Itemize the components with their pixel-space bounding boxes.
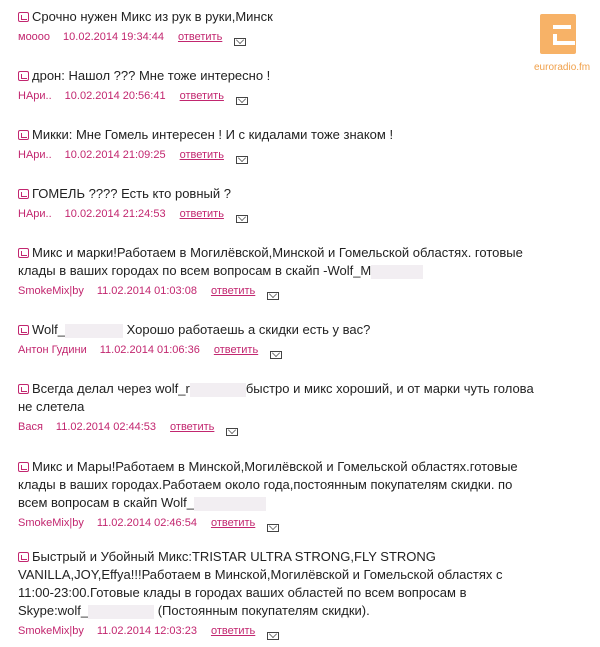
envelope-icon[interactable] <box>234 38 246 46</box>
redacted-block <box>88 605 154 619</box>
comment <box>18 458 538 530</box>
quote-icon <box>18 462 29 472</box>
reply-link[interactable]: ответить <box>179 149 224 161</box>
comment-text-continued: быстро и микс хороший, и от марки чуть голова не слетела <box>18 381 534 414</box>
comment <box>18 67 538 103</box>
comment <box>18 244 538 298</box>
comment-author[interactable]: Антон Гудини <box>18 344 87 356</box>
comment <box>18 185 538 221</box>
comment-date: 11.02.2014 12:03:23 <box>96 625 197 637</box>
comment-text: ГОМЕЛЬ ???? Есть кто ровный ? <box>32 186 231 201</box>
envelope-icon[interactable] <box>270 351 282 359</box>
comment <box>18 380 538 434</box>
reply-link[interactable]: ответить <box>179 208 224 220</box>
comment-date: 11.02.2014 01:03:08 <box>96 285 197 297</box>
quote-icon <box>18 325 29 335</box>
reply-link[interactable]: ответить <box>177 31 223 43</box>
comment-text: Микс и марки!Работаем в Могилёвской,Минской и Гомельской областях. готовые клады в ваших городах по всем вопросам в скайп -Wolf_M <box>18 245 523 278</box>
reply-link[interactable]: ответить <box>210 517 256 529</box>
comment-author[interactable]: SmokeMix|by <box>18 517 84 529</box>
envelope-icon[interactable] <box>267 524 279 532</box>
comment-text: Микки: Мне Гомель интересен ! И с кидалами тоже знаком ! <box>32 127 394 142</box>
comment-author[interactable]: НАри.. <box>18 208 52 220</box>
comment-text: Wolf_ <box>32 322 65 337</box>
envelope-icon[interactable] <box>226 428 238 436</box>
envelope-icon[interactable] <box>236 156 248 164</box>
comment-date: 11.02.2014 02:44:53 <box>55 421 157 433</box>
logo-mark <box>540 14 576 54</box>
logo-text: euroradio.fm <box>534 62 591 73</box>
comment <box>18 8 538 44</box>
comment-text-continued: (Постоянным покупателям скидки). <box>157 603 370 618</box>
quote-icon <box>18 248 29 258</box>
comment-date: 10.02.2014 19:34:44 <box>63 31 164 43</box>
envelope-icon[interactable] <box>267 632 279 640</box>
redacted-block <box>371 265 423 279</box>
quote-icon <box>18 552 29 562</box>
redacted-block <box>190 383 246 397</box>
comment-date: 10.02.2014 20:56:41 <box>64 90 166 102</box>
euroradio-logo <box>534 14 594 84</box>
reply-link[interactable]: ответить <box>179 90 224 102</box>
envelope-icon[interactable] <box>236 215 248 223</box>
quote-icon <box>18 384 29 394</box>
quote-icon <box>18 189 29 199</box>
comment-date: 11.02.2014 01:06:36 <box>99 344 200 356</box>
comment-date: 11.02.2014 02:46:54 <box>96 517 197 529</box>
reply-link[interactable]: ответить <box>213 344 259 356</box>
comment-text: Микс и Мары!Работаем в Минской,Могилёвской и Гомельской областях.готовые клады в ваших городах.Работаем около года,постоянным покупателям скидки. по всем вопросам в скайп Wolf_ <box>18 459 518 510</box>
comment-author[interactable]: НАри.. <box>18 149 52 161</box>
comment-text: Быстрый и Убойный Микс:TRISTAR ULTRA STRONG,FLY STRONG VANILLA,JOY,Effya!!!Работаем в Минской,Могилёвской и Гомельской областях с 11:00-23:00.Готовые клады в городах ваших областей по всем вопросам в Skype:wolf_ <box>18 549 503 618</box>
quote-icon <box>18 12 29 22</box>
quote-icon <box>18 130 29 140</box>
comment <box>18 548 538 638</box>
reply-link[interactable]: ответить <box>210 625 256 637</box>
redacted-block <box>194 497 266 511</box>
envelope-icon[interactable] <box>267 292 279 300</box>
comment <box>18 126 538 162</box>
comment-author[interactable]: SmokeMix|by <box>18 625 84 637</box>
reply-link[interactable]: ответить <box>170 421 215 433</box>
comment-author[interactable]: НАри.. <box>18 90 52 102</box>
comment <box>18 321 538 357</box>
quote-icon <box>18 71 29 81</box>
reply-link[interactable]: ответить <box>210 285 256 297</box>
comment-author[interactable]: моооо <box>18 31 51 43</box>
envelope-icon[interactable] <box>236 97 248 105</box>
comment-author[interactable]: Вася <box>18 421 43 433</box>
redacted-block <box>65 324 123 338</box>
comment-date: 10.02.2014 21:09:25 <box>64 149 166 161</box>
comment-text: дрон: Нашол ??? Мне тоже интересно ! <box>32 68 271 83</box>
comment-date: 10.02.2014 21:24:53 <box>64 208 166 220</box>
comment-text: Срочно нужен Микс из рук в руки,Минск <box>32 9 273 24</box>
comment-text-continued: Хорошо работаешь а скидки есть у вас? <box>126 322 371 337</box>
comment-author[interactable]: SmokeMix|by <box>18 285 84 297</box>
comment-text: Всегда делал через wolf_r <box>32 381 190 396</box>
